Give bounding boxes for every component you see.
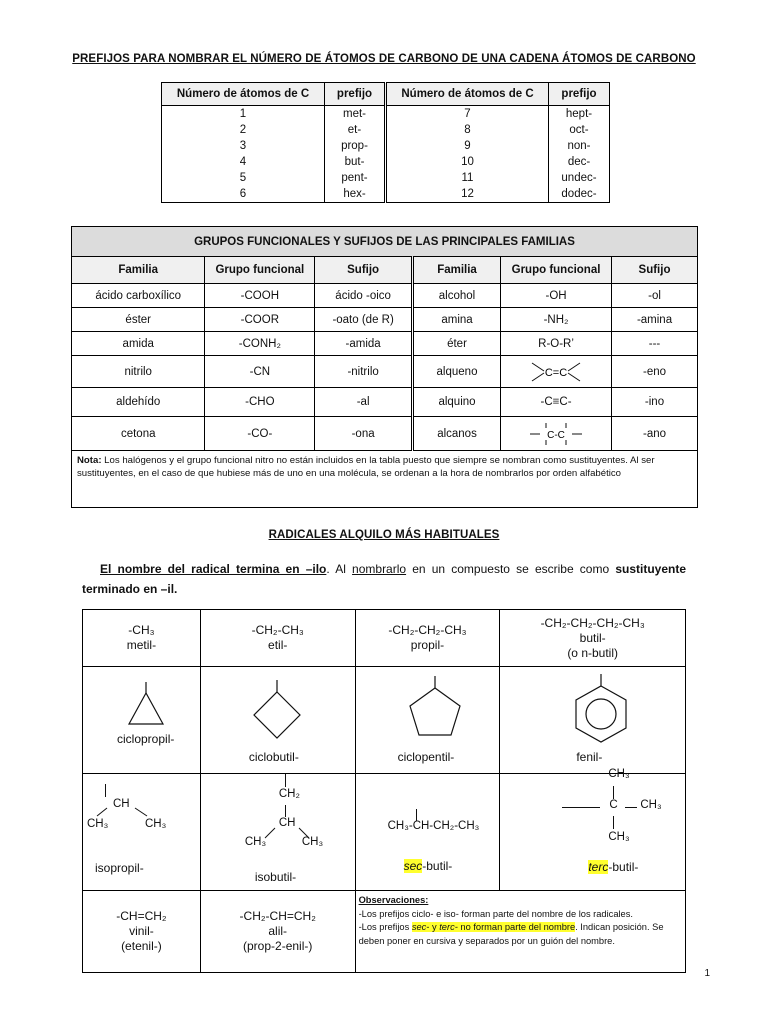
column-header: Grupo funcional: [501, 257, 612, 284]
table-cell: alquino: [412, 388, 500, 417]
alkene-double-bond-icon: [526, 360, 586, 384]
observations-cell: [355, 891, 685, 973]
table-cell: hept-: [549, 106, 610, 123]
column-header: Familia: [412, 257, 500, 284]
table-cell: amida: [72, 332, 205, 356]
propil-cell: [355, 610, 500, 667]
table-cell: -amida: [315, 332, 413, 356]
table-cell: ácido -oico: [315, 284, 413, 308]
table-cell: alcanos: [412, 417, 500, 451]
table-row: [83, 891, 686, 973]
cyclopentyl-ring-icon: [400, 674, 470, 744]
obs-text: . Indican posición. Se deben poner en cursiva y separados por un guión del nombre.: [358, 922, 664, 946]
table-cell: 11: [386, 170, 549, 186]
table-row: [83, 667, 686, 774]
etil-formula: -CH₂-CH₃: [251, 623, 304, 637]
secbutyl-formula: CH₃-CH-CH₂-CH₃: [387, 820, 480, 832]
table-cell: alqueno: [412, 356, 500, 388]
table-cell: -CO-: [205, 417, 315, 451]
column-header: prefijo: [325, 83, 386, 106]
table-cell: 8: [386, 122, 549, 138]
fenil-name: fenil-: [576, 750, 603, 764]
secbutyl-structure: [356, 774, 500, 891]
column-header: Familia: [72, 257, 205, 284]
table-row: [83, 774, 686, 891]
secbutil-name: [404, 859, 453, 874]
table-cell: -COOR: [205, 308, 315, 332]
ciclopropil-cell: [83, 667, 201, 774]
column-header: Número de átomos de C: [162, 83, 325, 106]
butil-name: butil-: [579, 630, 606, 645]
metil-cell: [83, 610, 201, 667]
observations-line-2: [359, 921, 682, 948]
obs-text: -Los prefijos: [358, 922, 412, 932]
table-header-row: [162, 83, 610, 106]
alkene-structure-cell: [501, 356, 612, 388]
table-cell: dec-: [549, 154, 610, 170]
paragraph-underlined: nombrarlo: [352, 562, 407, 576]
vinil-formula: -CH=CH₂: [116, 909, 167, 923]
table-cell: 4: [162, 154, 325, 170]
vinil-cell: [83, 891, 201, 973]
table-cell: oct-: [549, 122, 610, 138]
alil-alt-name: (prop-2-enil-): [243, 939, 313, 953]
butil-formula: -CH₂-CH₂-CH₂-CH₃: [540, 615, 645, 630]
table-cell: amina: [412, 308, 500, 332]
butil-alt-name: (o n-butil): [567, 645, 618, 660]
functional-groups-table: [71, 226, 698, 508]
column-header: prefijo: [549, 83, 610, 106]
table-row: [162, 186, 610, 203]
table-row: [162, 138, 610, 154]
table-cell: 2: [162, 122, 325, 138]
table-row: [162, 122, 610, 138]
table-cell: -oato (de R): [315, 308, 413, 332]
functional-table-title: GRUPOS FUNCIONALES Y SUFIJOS DE LAS PRINCIPALES FAMILIAS: [72, 227, 698, 257]
propil-name: propil-: [410, 638, 445, 652]
table-cell: 7: [386, 106, 549, 123]
table-row: [72, 284, 698, 308]
table-cell: éter: [412, 332, 500, 356]
table-row: [162, 170, 610, 186]
phenyl-ring-icon: [566, 672, 636, 746]
table-cell: cetona: [72, 417, 205, 451]
table-row: [72, 417, 698, 451]
table-cell: R-O-R’: [501, 332, 612, 356]
isobutyl-ch3-left: CH₃: [244, 836, 267, 848]
ciclobutil-cell: [200, 667, 355, 774]
butil-suffix: -butil-: [608, 860, 639, 874]
metil-formula: -CH₃: [128, 623, 155, 637]
table-cell: éster: [72, 308, 205, 332]
table-cell: -OH: [501, 284, 612, 308]
table-cell: met-: [325, 106, 386, 123]
radicals-table: [82, 609, 686, 973]
etil-name: etil-: [268, 638, 288, 652]
ciclopentil-name: ciclopentil-: [397, 750, 455, 764]
observations-line-1: -Los prefijos ciclo- e iso- forman parte del nombre de los radicales.: [358, 908, 633, 919]
obs-terc: terc-: [439, 922, 458, 932]
table-cell: 1: [162, 106, 325, 123]
radicals-intro-paragraph: [82, 559, 686, 599]
column-header: Grupo funcional: [205, 257, 315, 284]
table-cell: non-: [549, 138, 610, 154]
table-cell: alcohol: [412, 284, 500, 308]
table-cell: 12: [386, 186, 549, 203]
table-cell: -C≡C-: [501, 388, 612, 417]
alil-formula: -CH₂-CH=CH₂: [239, 909, 316, 923]
cyclopropyl-ring-icon: [123, 680, 183, 730]
tercbutyl-c: C: [609, 799, 618, 811]
table-row: [72, 308, 698, 332]
paragraph-text: en un compuesto se escribe como: [406, 562, 616, 576]
table-cell: -al: [315, 388, 413, 417]
sec-prefix: sec: [403, 859, 423, 873]
table-cell: -nitrilo: [315, 356, 413, 388]
table-cell: nitrilo: [72, 356, 205, 388]
isobutyl-ch2: CH₂: [278, 788, 300, 800]
table-cell: -CHO: [205, 388, 315, 417]
table-cell: -ino: [612, 388, 698, 417]
alil-cell: [200, 891, 355, 973]
prefix-section-title: PREFIJOS PARA NOMBRAR EL NÚMERO DE ÁTOMOS DE CARBONO DE UNA CADENA ÁTOMOS DE CARBONO: [72, 53, 696, 65]
table-cell: undec-: [549, 170, 610, 186]
column-header: Número de átomos de C: [386, 83, 549, 106]
note-label: Nota:: [77, 455, 102, 466]
butil-suffix: -butil-: [422, 859, 453, 873]
tercbutyl-ch3-right: CH₃: [640, 799, 662, 811]
ciclopentil-cell: [355, 667, 500, 774]
isobutyl-bonds-icon: [201, 822, 355, 852]
table-cell: et-: [325, 122, 386, 138]
table-cell: but-: [325, 154, 386, 170]
isopropil-cell: [83, 774, 201, 891]
alkane-structure-cell: [501, 417, 612, 451]
table-cell: -ano: [612, 417, 698, 451]
vinil-name: vinil-: [129, 924, 154, 938]
table-cell: -ol: [612, 284, 698, 308]
page-number: 1: [704, 968, 710, 979]
isopropyl-ch3-left: CH₃: [87, 818, 109, 830]
radicals-section-title: RADICALES ALQUILO MÁS HABITUALES: [268, 529, 500, 541]
secbutil-cell: [355, 774, 500, 891]
obs-text: y: [429, 922, 440, 932]
table-cell: 3: [162, 138, 325, 154]
isopropyl-structure: [83, 774, 200, 891]
table-cell: -CONH₂: [205, 332, 315, 356]
alkane-formula: C-C: [547, 429, 565, 441]
cyclobutyl-ring-icon: [244, 678, 314, 748]
alkane-single-bond-icon: [528, 421, 584, 447]
table-cell: -COOH: [205, 284, 315, 308]
table-cell: prop-: [325, 138, 386, 154]
isobutyl-ch: CH: [278, 817, 296, 829]
paragraph-bold: sustituyente terminado en –il.: [82, 562, 686, 596]
etil-cell: [200, 610, 355, 667]
fenil-cell: [500, 667, 686, 774]
paragraph-text: . Al: [326, 562, 353, 576]
ciclopropil-name: ciclopropil-: [117, 732, 175, 746]
observations-title: Observaciones:: [358, 895, 429, 905]
column-header: Sufijo: [315, 257, 413, 284]
table-cell: 5: [162, 170, 325, 186]
isobutil-cell: [200, 774, 355, 891]
table-row: [83, 610, 686, 667]
table-cell: ---: [612, 332, 698, 356]
table-cell: 9: [386, 138, 549, 154]
obs-sec: sec-: [411, 922, 430, 932]
metil-name: metil-: [126, 638, 157, 652]
table-cell: ácido carboxílico: [72, 284, 205, 308]
isobutil-name: isobutil-: [254, 870, 297, 884]
ciclobutil-name: ciclobutil-: [248, 750, 299, 764]
isobutyl-structure: [201, 774, 355, 891]
alil-name: alil-: [268, 924, 288, 938]
tercbutil-name: [588, 860, 638, 875]
table-cell: -eno: [612, 356, 698, 388]
table-cell: -NH₂: [501, 308, 612, 332]
isopropyl-ch3-right: CH₃: [145, 818, 167, 830]
table-row: [72, 388, 698, 417]
table-cell: pent-: [325, 170, 386, 186]
table-row: [72, 332, 698, 356]
table-row: [162, 106, 610, 123]
note-cell: [72, 451, 698, 508]
isopropyl-ch: CH: [113, 798, 130, 810]
tercbutyl-ch3-top: CH₃: [608, 768, 630, 780]
table-cell: dodec-: [549, 186, 610, 203]
propil-formula: -CH₂-CH₂-CH₃: [388, 623, 467, 637]
isopropil-name: isopropil-: [95, 861, 144, 875]
table-row: [72, 356, 698, 388]
tercbutil-cell: [500, 768, 686, 891]
table-cell: 10: [386, 154, 549, 170]
table-cell: -amina: [612, 308, 698, 332]
table-cell: 6: [162, 186, 325, 203]
prefix-table: [161, 82, 610, 203]
tercbutyl-ch3-bottom: CH₃: [608, 831, 630, 843]
table-cell: aldehído: [72, 388, 205, 417]
isobutyl-ch3-right: CH₃: [301, 836, 324, 848]
table-row: [162, 154, 610, 170]
paragraph-emphasis: El nombre del radical termina en –ilo: [100, 562, 327, 576]
table-cell: hex-: [325, 186, 386, 203]
butil-cell: [500, 610, 686, 667]
alkene-formula: C=C: [544, 366, 568, 379]
note-text: Los halógenos y el grupo funcional nitro no están incluidos en la tabla puesto que siempre se nombran como sustituyentes. Al ser sustituyentes, en el caso de que hubiese más de uno en una molécula, se ordenan a la hora de nombrarlos por orden alfabético: [77, 455, 655, 479]
column-header: Sufijo: [612, 257, 698, 284]
terc-prefix: terc: [588, 860, 609, 874]
table-cell: -CN: [205, 356, 315, 388]
tercbutyl-structure: [500, 768, 685, 891]
vinil-alt-name: (etenil-): [121, 939, 162, 953]
table-header-row: [72, 257, 698, 284]
table-cell: -ona: [315, 417, 413, 451]
obs-highlight: no forman parte del nombre: [457, 922, 576, 932]
